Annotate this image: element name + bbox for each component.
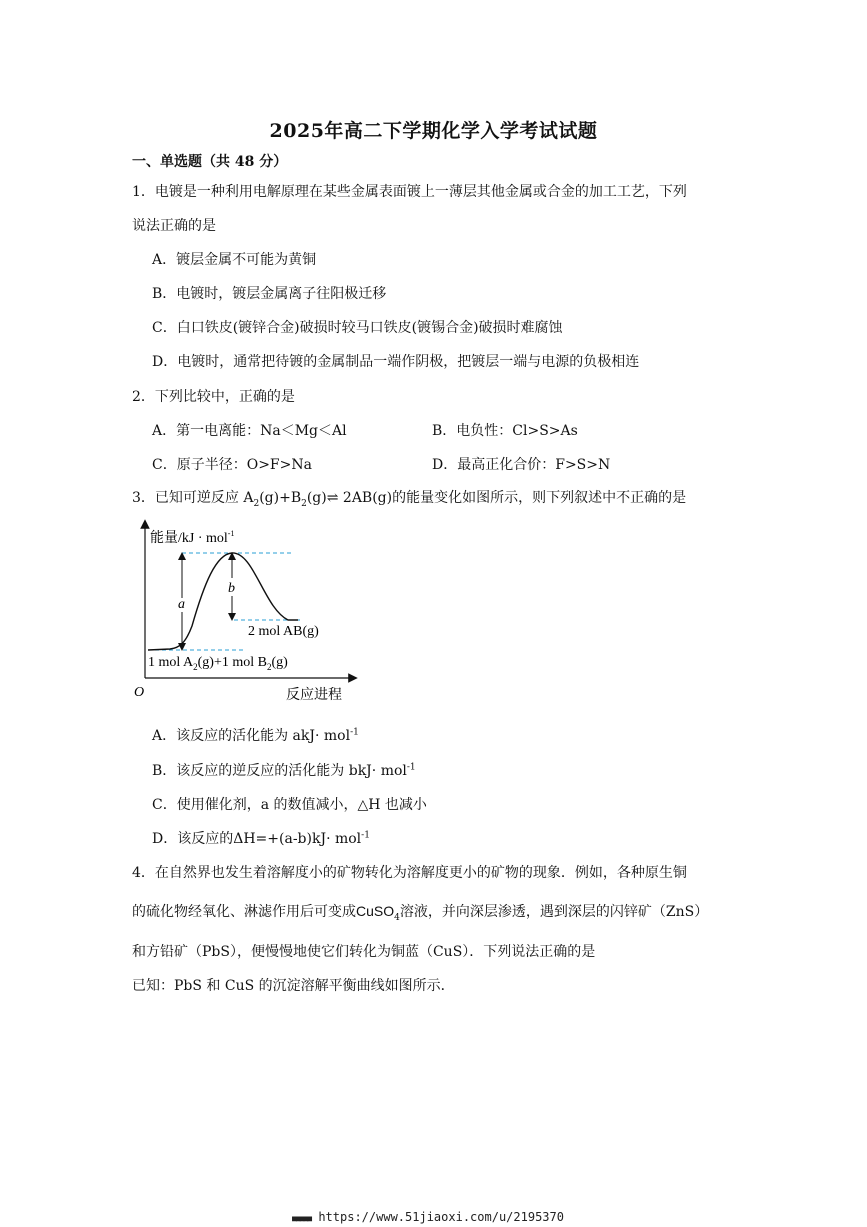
- q2-stem: 2．下列比较中，正确的是: [132, 389, 295, 405]
- page-title: 2025年高二下学期化学入学考试试题: [269, 120, 598, 142]
- q4-line1: 4．在自然界也发生着溶解度小的矿物转化为溶解度更小的矿物的现象．例如，各种原生铜: [132, 865, 687, 881]
- reactant-label: 1 mol $A_2(g)+1$ mol $B_2(g)$: [148, 655, 288, 672]
- energy-diagram: [128, 518, 358, 708]
- label-a: a: [178, 597, 185, 612]
- q3-option-b-sup: -1: [406, 762, 416, 773]
- q4-formula-subscript: 4: [394, 912, 400, 923]
- x-axis-label: 反应进程: [286, 688, 342, 703]
- q2-option-c: C．原子半径：O>F>Na: [152, 457, 312, 473]
- q4-line2-part: 的硫化物经氧化、淋滤作用后可变成: [132, 904, 356, 920]
- y-axis-label: 能量/kJ · mol$^{-1}$: [150, 529, 235, 546]
- q4-line2-part: 溶液，并向深层渗透，遇到深层的闪锌矿（ZnS）: [399, 904, 709, 920]
- q3-option-a: [152, 725, 359, 745]
- q3-stem-subscript: 2: [301, 498, 307, 509]
- q3-option-b: [152, 760, 416, 780]
- q2-option-a: A．第一电离能：Na＜Mg＜Al: [152, 423, 347, 439]
- q3-option-d-sup: -1: [361, 830, 370, 841]
- footer-mark: ■■■■■: [292, 1214, 312, 1223]
- q1-option-d: D．电镀时，通常把待镀的金属制品一端作阴极，把镀层一端与电源的负极相连: [152, 354, 640, 370]
- q3-option-d-text: D．该反应的ΔH=+(a-b)kJ· mol: [152, 831, 362, 847]
- product-label: 2 mol AB(g): [248, 624, 319, 639]
- q3-option-d: [152, 828, 370, 848]
- q3-stem-part: (g)+B: [259, 490, 302, 506]
- footer-url: [292, 1210, 564, 1224]
- q1-option-c: C．白口铁皮(镀锌合金)破损时较马口铁皮(镀锡合金)破损时难腐蚀: [152, 320, 563, 336]
- q2-option-d: D．最高正化合价：F>S>N: [432, 457, 611, 473]
- q4-formula: CuSO: [356, 903, 395, 919]
- q2-option-b: B．电负性：Cl>S>As: [432, 423, 578, 439]
- q3-option-c: C．使用催化剂，a 的数值减小，△H 也减小: [152, 797, 427, 813]
- q3-stem: [132, 487, 686, 509]
- q1-stem-line2: 说法正确的是: [132, 218, 216, 234]
- q3-option-a-text: A．该反应的活化能为 akJ· mol: [152, 728, 351, 744]
- q3-option-b-text: B．该反应的逆反应的活化能为 bkJ· mol: [152, 763, 407, 779]
- q1-stem-line1: 1．电镀是一种利用电解原理在某些金属表面镀上一薄层其他金属或合金的加工工艺，下列: [132, 184, 687, 200]
- label-b: b: [228, 581, 235, 596]
- origin-label: O: [134, 685, 145, 700]
- q4-line3: 和方铅矿（PbS），便慢慢地使它们转化为铜蓝（CuS）．下列说法正确的是: [132, 944, 596, 960]
- q4-line4: 已知：PbS 和 CuS 的沉淀溶解平衡曲线如图所示．: [132, 978, 455, 994]
- footer-link[interactable]: https://www.51jiaoxi.com/u/2195370: [318, 1210, 564, 1224]
- q1-option-b: B．电镀时，镀层金属离子往阳极迁移: [152, 286, 387, 302]
- q3-stem-subscript: 2: [253, 498, 260, 509]
- q3-stem-part: (g)⇌ 2AB(g)的能量变化如图所示，则下列叙述中不正确的是: [306, 490, 687, 506]
- q1-option-a: A．镀层金属不可能为黄铜: [152, 252, 317, 268]
- q3-stem-part: 3．已知可逆反应 A: [132, 490, 254, 506]
- section-heading: 一、单选题（共 48 分）: [132, 154, 288, 170]
- q3-option-a-sup: -1: [350, 727, 359, 738]
- q4-line2: [132, 901, 708, 923]
